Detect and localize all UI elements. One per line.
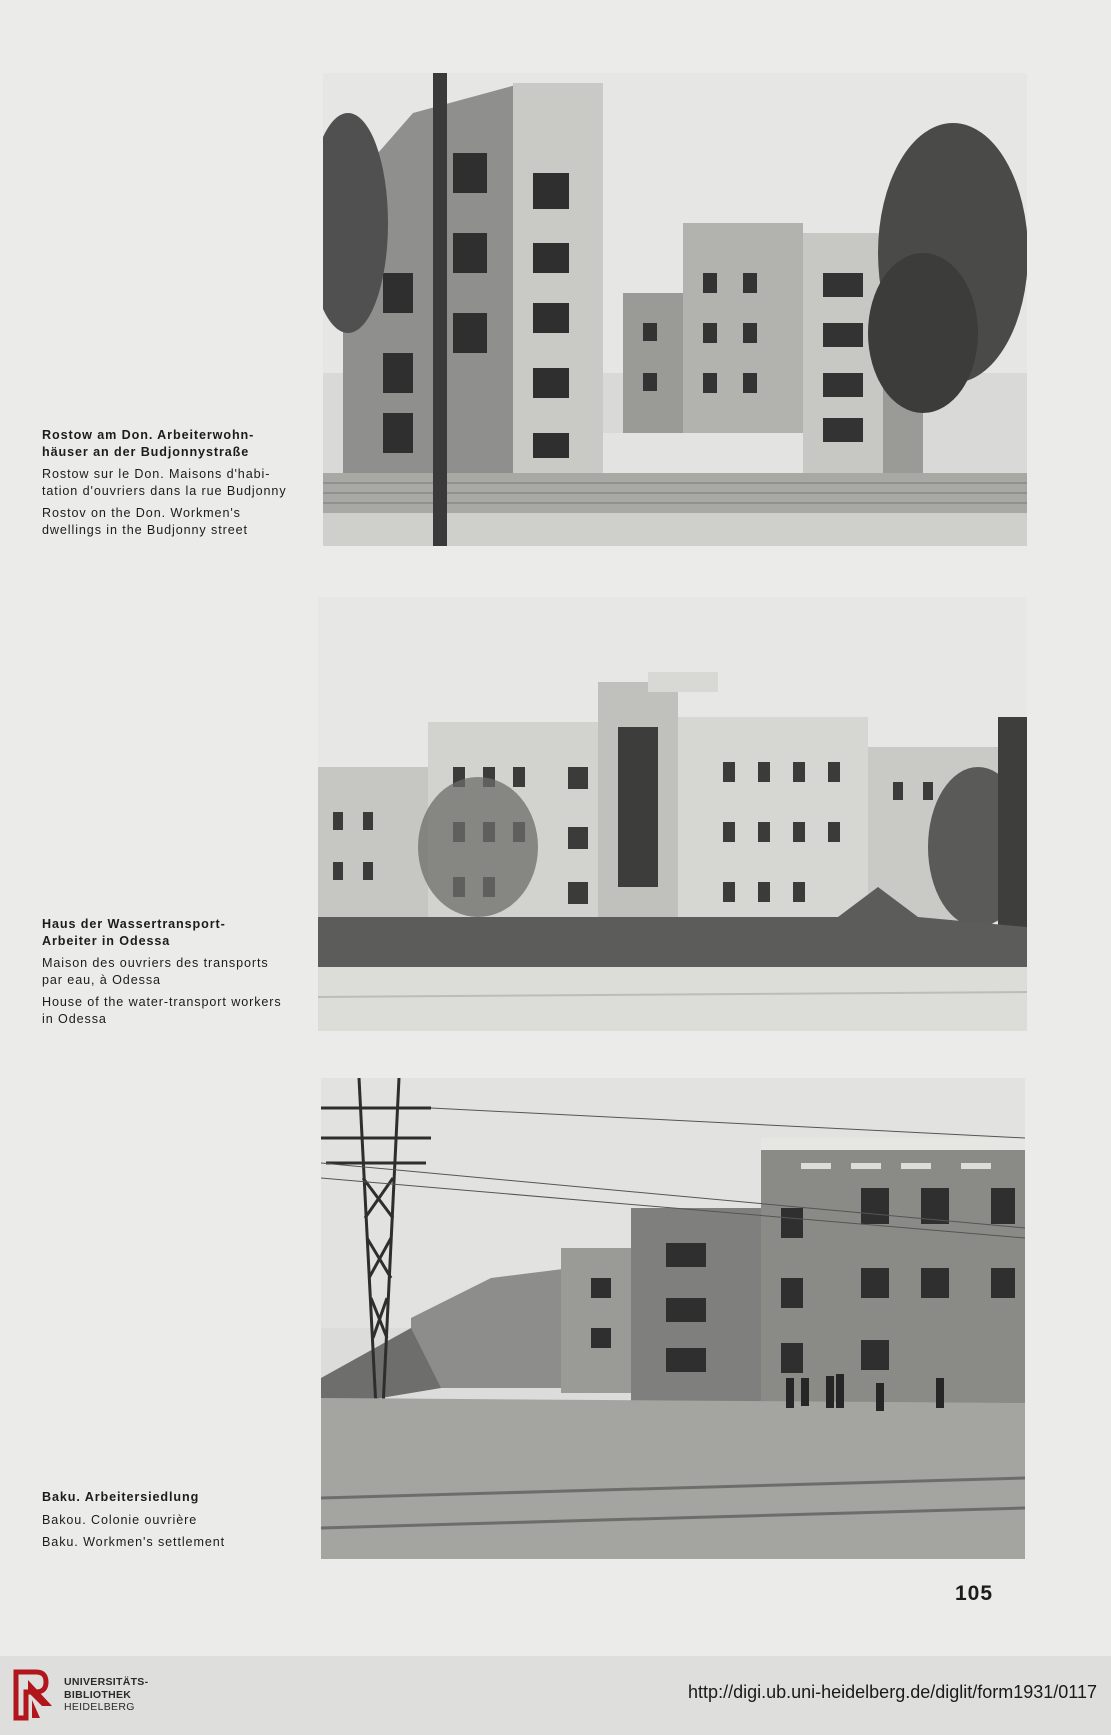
library-name-line3: HEIDELBERG (64, 1701, 135, 1713)
caption-rostov-english: Rostov on the Don. Workmen's dwellings in the Budjonny street (42, 506, 248, 537)
library-name (64, 1676, 148, 1714)
caption-rostov-title: Rostow am Don. Arbeiterwohn- häuser an der Budjonnystraße (42, 428, 255, 459)
caption-rostov (42, 427, 300, 538)
library-name-line2: BIBLIOTHEK (64, 1688, 132, 1701)
caption-rostov-french: Rostow sur le Don. Maisons d'habi- tation d'ouvriers dans la rue Budjonny (42, 467, 287, 498)
caption-baku (42, 1489, 300, 1551)
library-logo-icon (12, 1666, 56, 1724)
caption-baku-french: Bakou. Colonie ouvrière (42, 1512, 198, 1527)
page-number: 105 (955, 1582, 994, 1605)
source-url[interactable]: http://digi.ub.uni-heidelberg.de/diglit/form1931/0117 (688, 1682, 1097, 1702)
viewer-footer (0, 1656, 1111, 1735)
photo-rostov-dwellings (323, 73, 1027, 546)
caption-odessa-title: Haus der Wassertransport- Arbeiter in Odessa (42, 917, 226, 948)
photo-odessa-house (318, 597, 1027, 1031)
caption-odessa-french: Maison des ouvriers des transports par eau, à Odessa (42, 956, 269, 987)
photo-baku-settlement (321, 1078, 1025, 1559)
caption-baku-english: Baku. Workmen's settlement (42, 1535, 226, 1549)
caption-odessa-english: House of the water-transport workers in Odessa (42, 995, 282, 1026)
caption-odessa (42, 916, 300, 1027)
library-name-line1: UNIVERSITÄTS- (64, 1676, 149, 1688)
caption-baku-title: Baku. Arbeitersiedlung (42, 1490, 200, 1504)
